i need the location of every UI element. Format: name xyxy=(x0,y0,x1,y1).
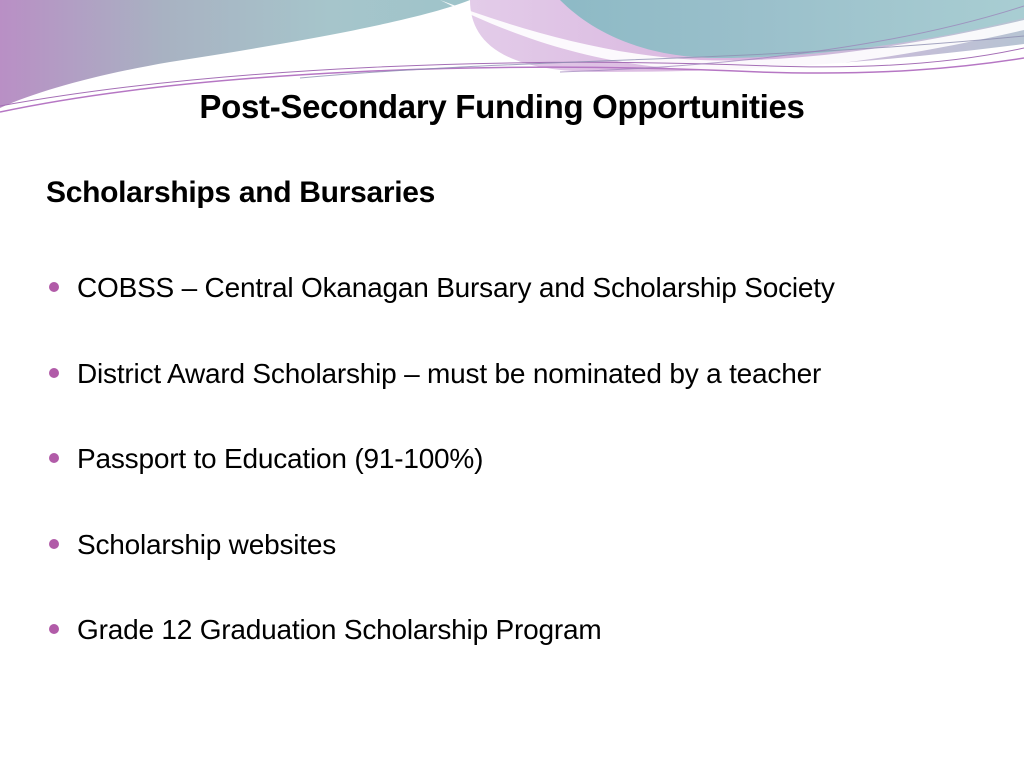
list-item-text: District Award Scholarship – must be nominated by a teacher xyxy=(77,357,822,389)
list-item xyxy=(46,354,1006,440)
bullet-dot-icon xyxy=(49,453,59,463)
bullet-dot-icon xyxy=(49,539,59,549)
bullet-list xyxy=(46,268,1006,696)
slide-title: Post-Secondary Funding Opportunities xyxy=(199,88,805,125)
bullet-dot-icon xyxy=(49,368,59,378)
list-item-text: Scholarship websites xyxy=(77,528,337,560)
bullet-dot-icon xyxy=(49,282,59,292)
list-item xyxy=(46,610,1006,696)
section-heading: Scholarships and Bursaries xyxy=(46,176,436,209)
list-item xyxy=(46,439,1006,525)
list-item xyxy=(46,525,1006,611)
list-item-text: Grade 12 Graduation Scholarship Program xyxy=(77,614,602,645)
list-item-text: COBSS – Central Okanagan Bursary and Scholarship Society xyxy=(77,272,835,303)
list-item xyxy=(46,268,1006,354)
list-item-text: Passport to Education (91-100%) xyxy=(77,443,484,474)
bullet-dot-icon xyxy=(49,624,59,634)
